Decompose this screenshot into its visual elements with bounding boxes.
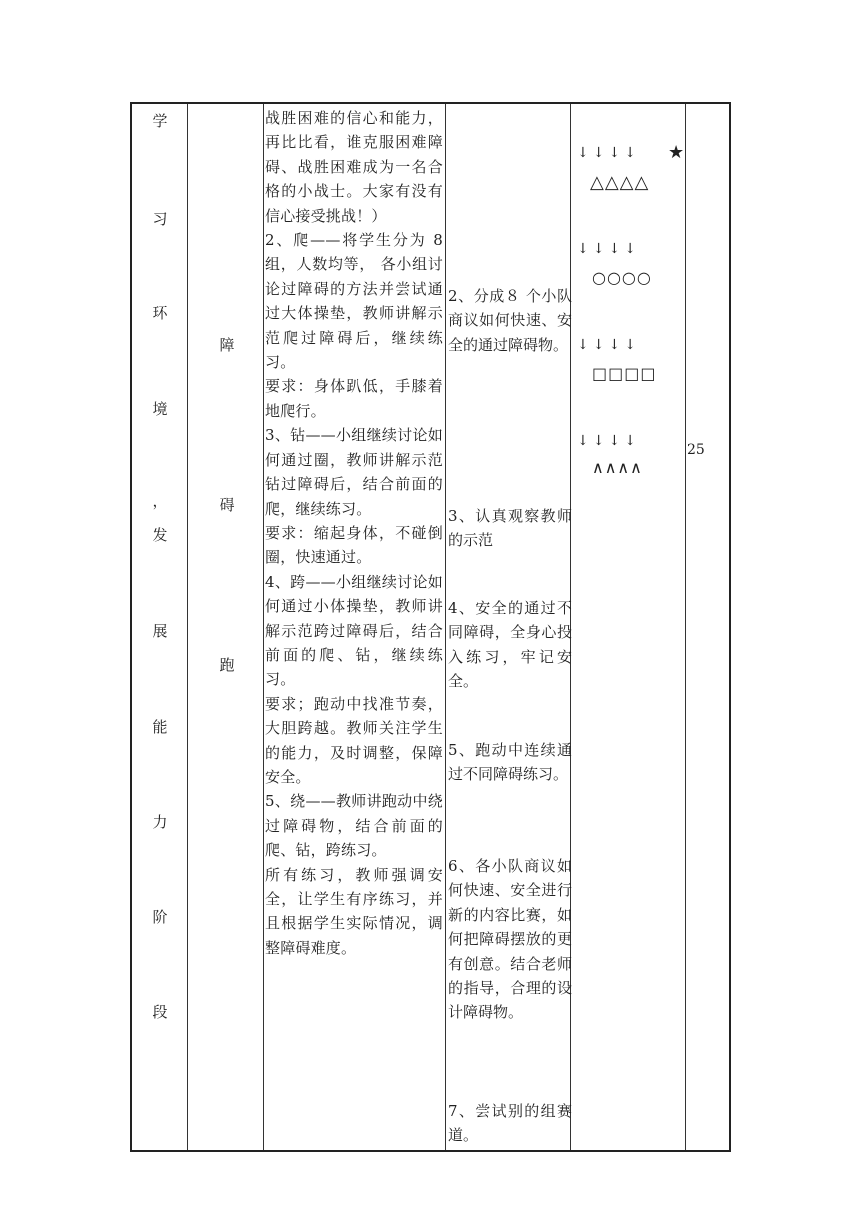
star-icon: ★: [668, 142, 686, 163]
student-item: 5、跑动中连续通过不同障碍练习。: [448, 741, 572, 784]
stage-char: 展: [152, 622, 168, 640]
column-divider: [445, 104, 446, 1150]
stage-char: 发: [152, 526, 168, 544]
stage-char: 习: [152, 210, 168, 228]
square-row: □□□□: [592, 364, 657, 383]
student-item: 2、分成８ 个小队商议如何快速、安全的通过障碍物。: [448, 287, 572, 354]
formation-arrows: ↓↓↓↓: [577, 433, 640, 449]
stage-char: 能: [152, 718, 168, 736]
activity-char: 跑: [219, 656, 235, 674]
stage-char: 阶: [152, 908, 168, 926]
time-minutes: 25: [687, 442, 705, 458]
stage-char: 段: [152, 1003, 168, 1021]
formation-arrows: ↓↓↓↓: [577, 241, 640, 257]
stage-char: 环: [152, 304, 168, 322]
activity-char: 碍: [219, 496, 235, 514]
activity-char: 障: [219, 336, 235, 354]
column-divider: [187, 104, 188, 1150]
stage-char: ，: [152, 492, 168, 510]
stage-char: 力: [152, 813, 168, 831]
column-divider: [263, 104, 264, 1150]
stage-char: 学: [152, 112, 168, 130]
stage-char: 境: [152, 400, 168, 418]
formation-arrows: ↓↓↓↓: [577, 337, 640, 353]
column-divider: [685, 104, 686, 1150]
student-item: 4、安全的通过不同障碍，全身心投入练习，牢记安全。: [448, 599, 572, 691]
lesson-plan-table: [130, 102, 731, 1152]
hurdle-row: ∧∧∧∧: [592, 458, 643, 477]
student-item: 6、各小队商议如何快速、安全进行新的内容比赛，如何把障碍摆放的更有创意。结合老师的指导，合理的设计障碍物。: [448, 857, 572, 1022]
triangle-row: △△△△: [590, 172, 650, 193]
student-item: 3、认真观察教师的示范: [448, 507, 572, 550]
circle-row: ○○○○: [592, 268, 652, 287]
formation-arrows: ↓↓↓↓: [577, 145, 640, 161]
teacher-content: 战胜困难的信心和能力，再比比看，谁克服困难障碍、战胜困难成为一名合格的小战士。大家有没有信心接受挑战！） 2、爬——将学生分为 8 组，人数均等， 各小组讨论过障碍的方法并尝试通过大体操垫，教师讲解示范爬过障碍后，继续练习。 要求：身体趴低，手膝着地爬行。 3、钻——小组继续讨论如何通过圈，教师讲解示范钻过障碍后，结合前面的爬，继续练习。 要求：缩起身体，不碰倒圈，快速通过。 4、跨——小组继续讨论如何通过小体操垫，教师讲解示范跨过障碍后，结合前面的爬、钻，继续练习。 要求；跑动中找准节奏，大胆跨越。教师关注学生的能力，及时调整，保障安全。 5、绕——教师讲跑动中绕过障碍物，结合前面的爬、钻，跨练习。 所有练习，教师强调安全，让学生有序练习，并且根据学生实际情况，调整障碍难度。: [265, 109, 443, 957]
student-item: 7、尝试别的组赛道。: [448, 1102, 572, 1145]
